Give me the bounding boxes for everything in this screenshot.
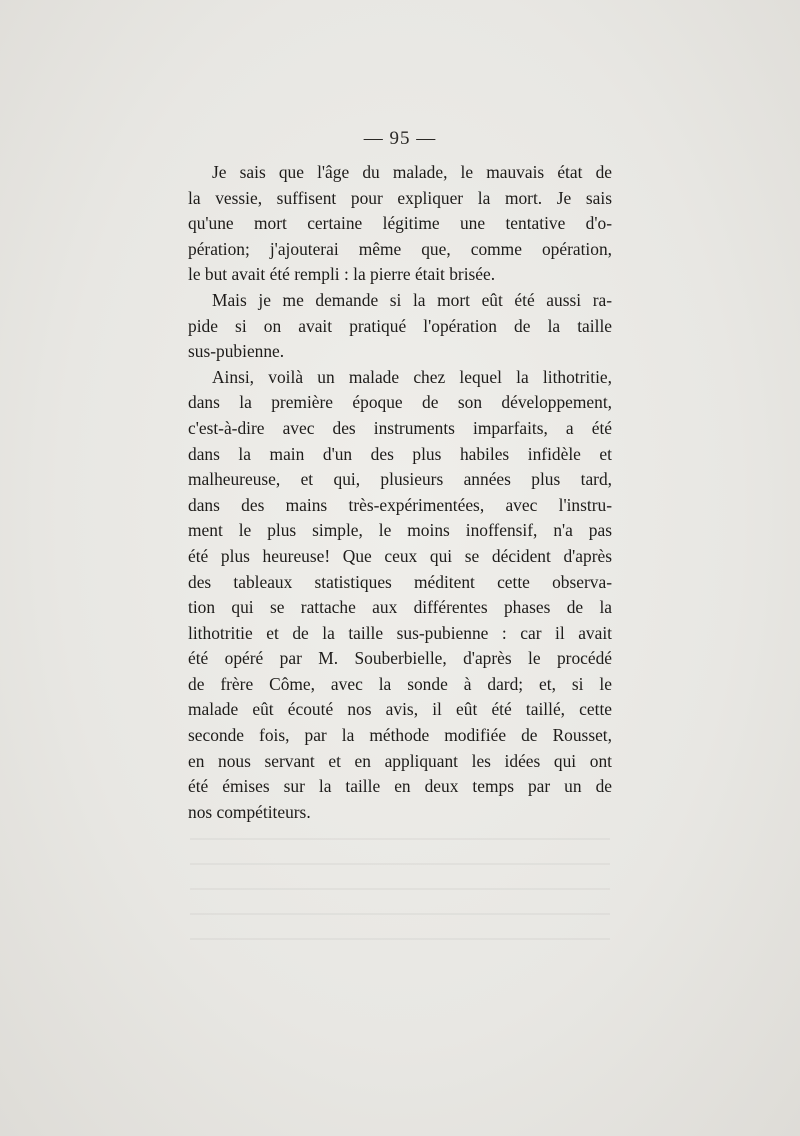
text-line: été plus heureuse! Que ceux qui se décident d'après — [188, 545, 612, 566]
text-line: qu'une mort certaine légitime une tentative d'o- — [188, 213, 612, 234]
body-text — [188, 160, 612, 825]
text-line: dans des mains très-expérimentées, avec l'instru- — [188, 494, 612, 515]
text-line: Je sais que l'âge du malade, le mauvais état de — [212, 162, 612, 182]
text-line: dans la main d'un des plus habiles infidèle et — [188, 443, 612, 464]
text-line: été opéré par M. Souberbielle, d'après le procédé — [188, 648, 612, 669]
text-line: été émises sur la taille en deux temps par un de — [188, 776, 612, 797]
text-line: nos compétiteurs. — [188, 801, 311, 822]
text-line: c'est-à-dire avec des instruments imparfaits, a été — [188, 417, 612, 438]
text-line: dans la première époque de son développement, — [188, 392, 612, 413]
text-line: le but avait été rempli : la pierre était brisée. — [188, 264, 496, 285]
text-line: la vessie, suffisent pour expliquer la mort. Je sais — [188, 187, 612, 208]
text-line: tion qui se rattache aux différentes phases de la — [188, 597, 612, 618]
text-line: pide si on avait pratiqué l'opération de la taille — [188, 315, 612, 336]
text-line: malheureuse, et qui, plusieurs années plus tard, — [188, 469, 612, 490]
text-line: Mais je me demande si la mort eût été aussi ra- — [212, 289, 612, 310]
text-line: lithotritie et de la taille sus-pubienne : car il avait — [188, 622, 612, 643]
text-line: de frère Côme, avec la sonde à dard; et, si le — [188, 673, 612, 694]
text-line: pération; j'ajouterai même que, comme opération, — [188, 238, 612, 259]
show-through-texture — [190, 820, 610, 940]
text-line: en nous servant et en appliquant les idées qui ont — [188, 750, 612, 771]
text-line: malade eût écouté nos avis, il eût été taillé, cette — [188, 699, 612, 720]
page-number: — 95 — — [363, 128, 437, 149]
text-line: seconde fois, par la méthode modifiée de Rousset, — [188, 725, 612, 746]
text-line: Ainsi, voilà un malade chez lequel la lithotritie, — [212, 366, 612, 387]
text-line: sus-pubienne. — [188, 341, 285, 362]
text-line: ment le plus simple, le moins inoffensif, n'a pas — [188, 520, 612, 541]
text-line: des tableaux statistiques méditent cette observa- — [188, 571, 612, 592]
